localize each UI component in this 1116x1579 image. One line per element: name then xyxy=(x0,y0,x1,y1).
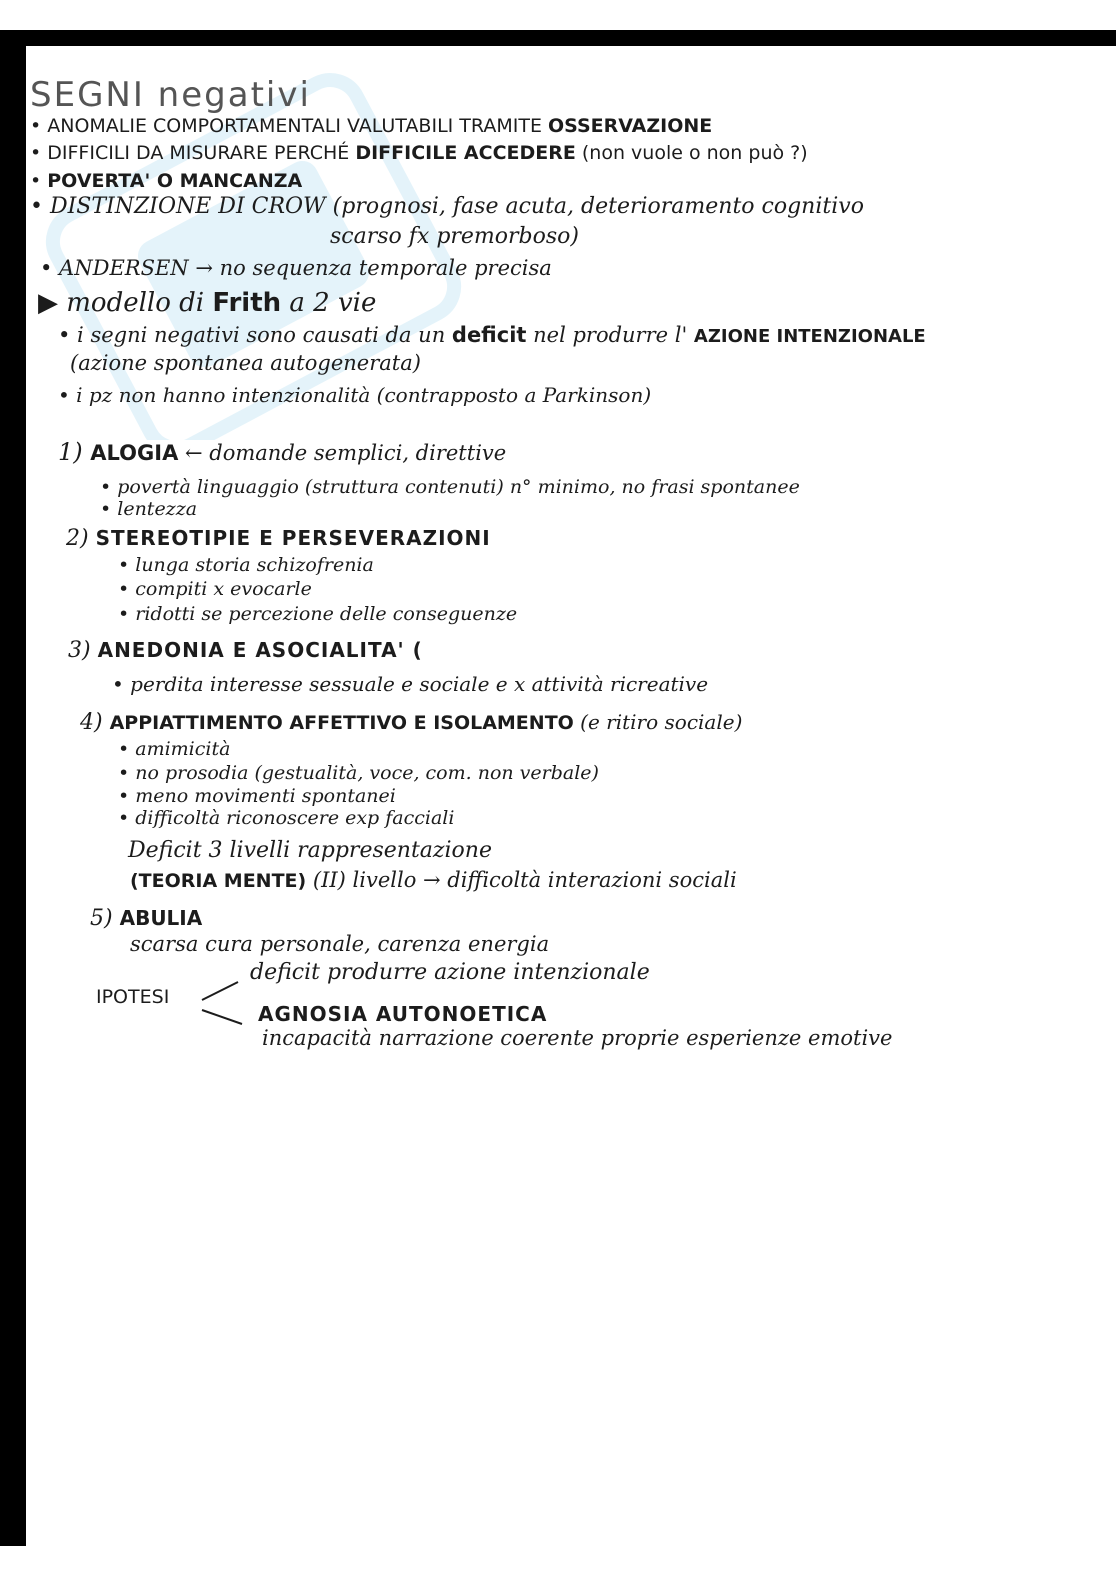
flattening-bullet-3: • meno movimenti spontanei xyxy=(118,785,396,807)
stereotypies-bullet-1: • lunga storia schizofrenia xyxy=(118,554,374,576)
stereotypies-bullet-3: • ridotti se percezione delle conseguenze xyxy=(118,603,518,625)
bullet-crow-continued: scarso fx premorboso) xyxy=(330,224,580,249)
scan-border-top xyxy=(0,30,1116,46)
bullet-observation xyxy=(30,117,712,136)
model-heading xyxy=(38,290,376,316)
flattening-theory-line xyxy=(130,870,737,891)
highlight-text: POVERTA' O MANCANZA xyxy=(47,170,303,192)
bullet-text: • ANOMALIE COMPORTAMENTALI VALUTABILI TRAMITE xyxy=(30,115,548,137)
highlight-text: OSSERVAZIONE xyxy=(547,115,713,137)
section-note: (II) livello → difficoltà interazioni sociali xyxy=(306,868,737,892)
flattening-deficit-line: Deficit 3 livelli rappresentazione xyxy=(128,838,492,863)
bullet-text: • xyxy=(30,170,48,192)
model-heading-text: ▶ modello di xyxy=(38,288,213,318)
highlight-text: AZIONE INTENZIONALE xyxy=(693,326,926,347)
model-text: • i segni negativi sono causati da un xyxy=(58,323,452,347)
section-anhedonia-heading xyxy=(68,640,423,662)
model-heading-text: a 2 vie xyxy=(281,288,377,318)
section-title: ABULIA xyxy=(119,906,203,930)
section-number: 2) xyxy=(66,526,89,551)
abulia-line-1: scarsa cura personale, carenza energia xyxy=(130,932,550,956)
flattening-bullet-1: • amimicità xyxy=(118,738,231,760)
model-text: nel produrre l' xyxy=(526,323,694,347)
hypothesis-branch-lines xyxy=(198,978,248,1028)
model-line-2: (azione spontanea autogenerata) xyxy=(70,351,421,375)
section-number: 4) xyxy=(80,710,103,735)
section-note: (e ritiro sociale) xyxy=(573,710,743,734)
hypothesis-label: IPOTESI xyxy=(96,986,170,1008)
model-author: Frith xyxy=(212,288,282,318)
scan-border-left xyxy=(0,46,26,1546)
section-note: ← domande semplici, direttive xyxy=(178,441,507,465)
section-stereotypies-heading xyxy=(66,528,491,550)
section-abulia-heading xyxy=(90,908,202,930)
hypothesis-2-title: AGNOSIA AUTONOETICA xyxy=(258,1002,548,1026)
bullet-difficult xyxy=(30,144,808,163)
bullet-text: • DIFFICILI DA MISURARE PERCHÉ xyxy=(30,142,356,164)
flattening-bullet-2: • no prosodia (gestualità, voce, com. non verbale) xyxy=(118,762,599,784)
model-line-1 xyxy=(58,325,926,346)
section-number: 1) xyxy=(58,438,83,466)
highlight-text: (TEORIA MENTE) xyxy=(130,870,307,892)
highlight-text: DIFFICILE ACCEDERE xyxy=(355,142,576,164)
section-title: APPIATTIMENTO AFFETTIVO E ISOLAMENTO xyxy=(109,712,574,734)
flattening-bullet-4: • difficoltà riconoscere exp facciali xyxy=(118,807,455,829)
section-title: ALOGIA xyxy=(90,441,179,465)
alogia-bullet-2: • lentezza xyxy=(100,498,198,520)
section-number: 5) xyxy=(90,906,113,931)
section-title: ANEDONIA E ASOCIALITA' ( xyxy=(97,638,423,662)
bullet-crow: • DISTINZIONE DI CROW (prognosi, fase acuta, deterioramento cognitivo xyxy=(30,194,864,219)
bullet-andersen: • ANDERSEN → no sequenza temporale precisa xyxy=(40,256,552,280)
hypothesis-2-description: incapacità narrazione coerente proprie esperienze emotive xyxy=(262,1026,893,1050)
section-title: STEREOTIPIE E PERSEVERAZIONI xyxy=(95,526,491,550)
section-number: 3) xyxy=(68,638,91,663)
hypothesis-1: deficit produrre azione intenzionale xyxy=(250,960,650,985)
bullet-poverty xyxy=(30,172,302,191)
page-title: SEGNI negativi xyxy=(30,75,311,115)
highlight-text: deficit xyxy=(451,323,527,347)
model-line-3: • i pz non hanno intenzionalità (contrapposto a Parkinson) xyxy=(58,383,652,407)
stereotypies-bullet-2: • compiti x evocarle xyxy=(118,578,312,600)
alogia-bullet-1: • povertà linguaggio (struttura contenuti) n° minimo, no frasi spontanee xyxy=(100,476,800,498)
anhedonia-bullet-1: • perdita interesse sessuale e sociale e x attività ricreative xyxy=(112,672,709,696)
bullet-text: (non vuole o non può ?) xyxy=(575,142,808,164)
section-flattening-heading xyxy=(80,712,742,734)
section-alogia-heading xyxy=(58,440,506,464)
